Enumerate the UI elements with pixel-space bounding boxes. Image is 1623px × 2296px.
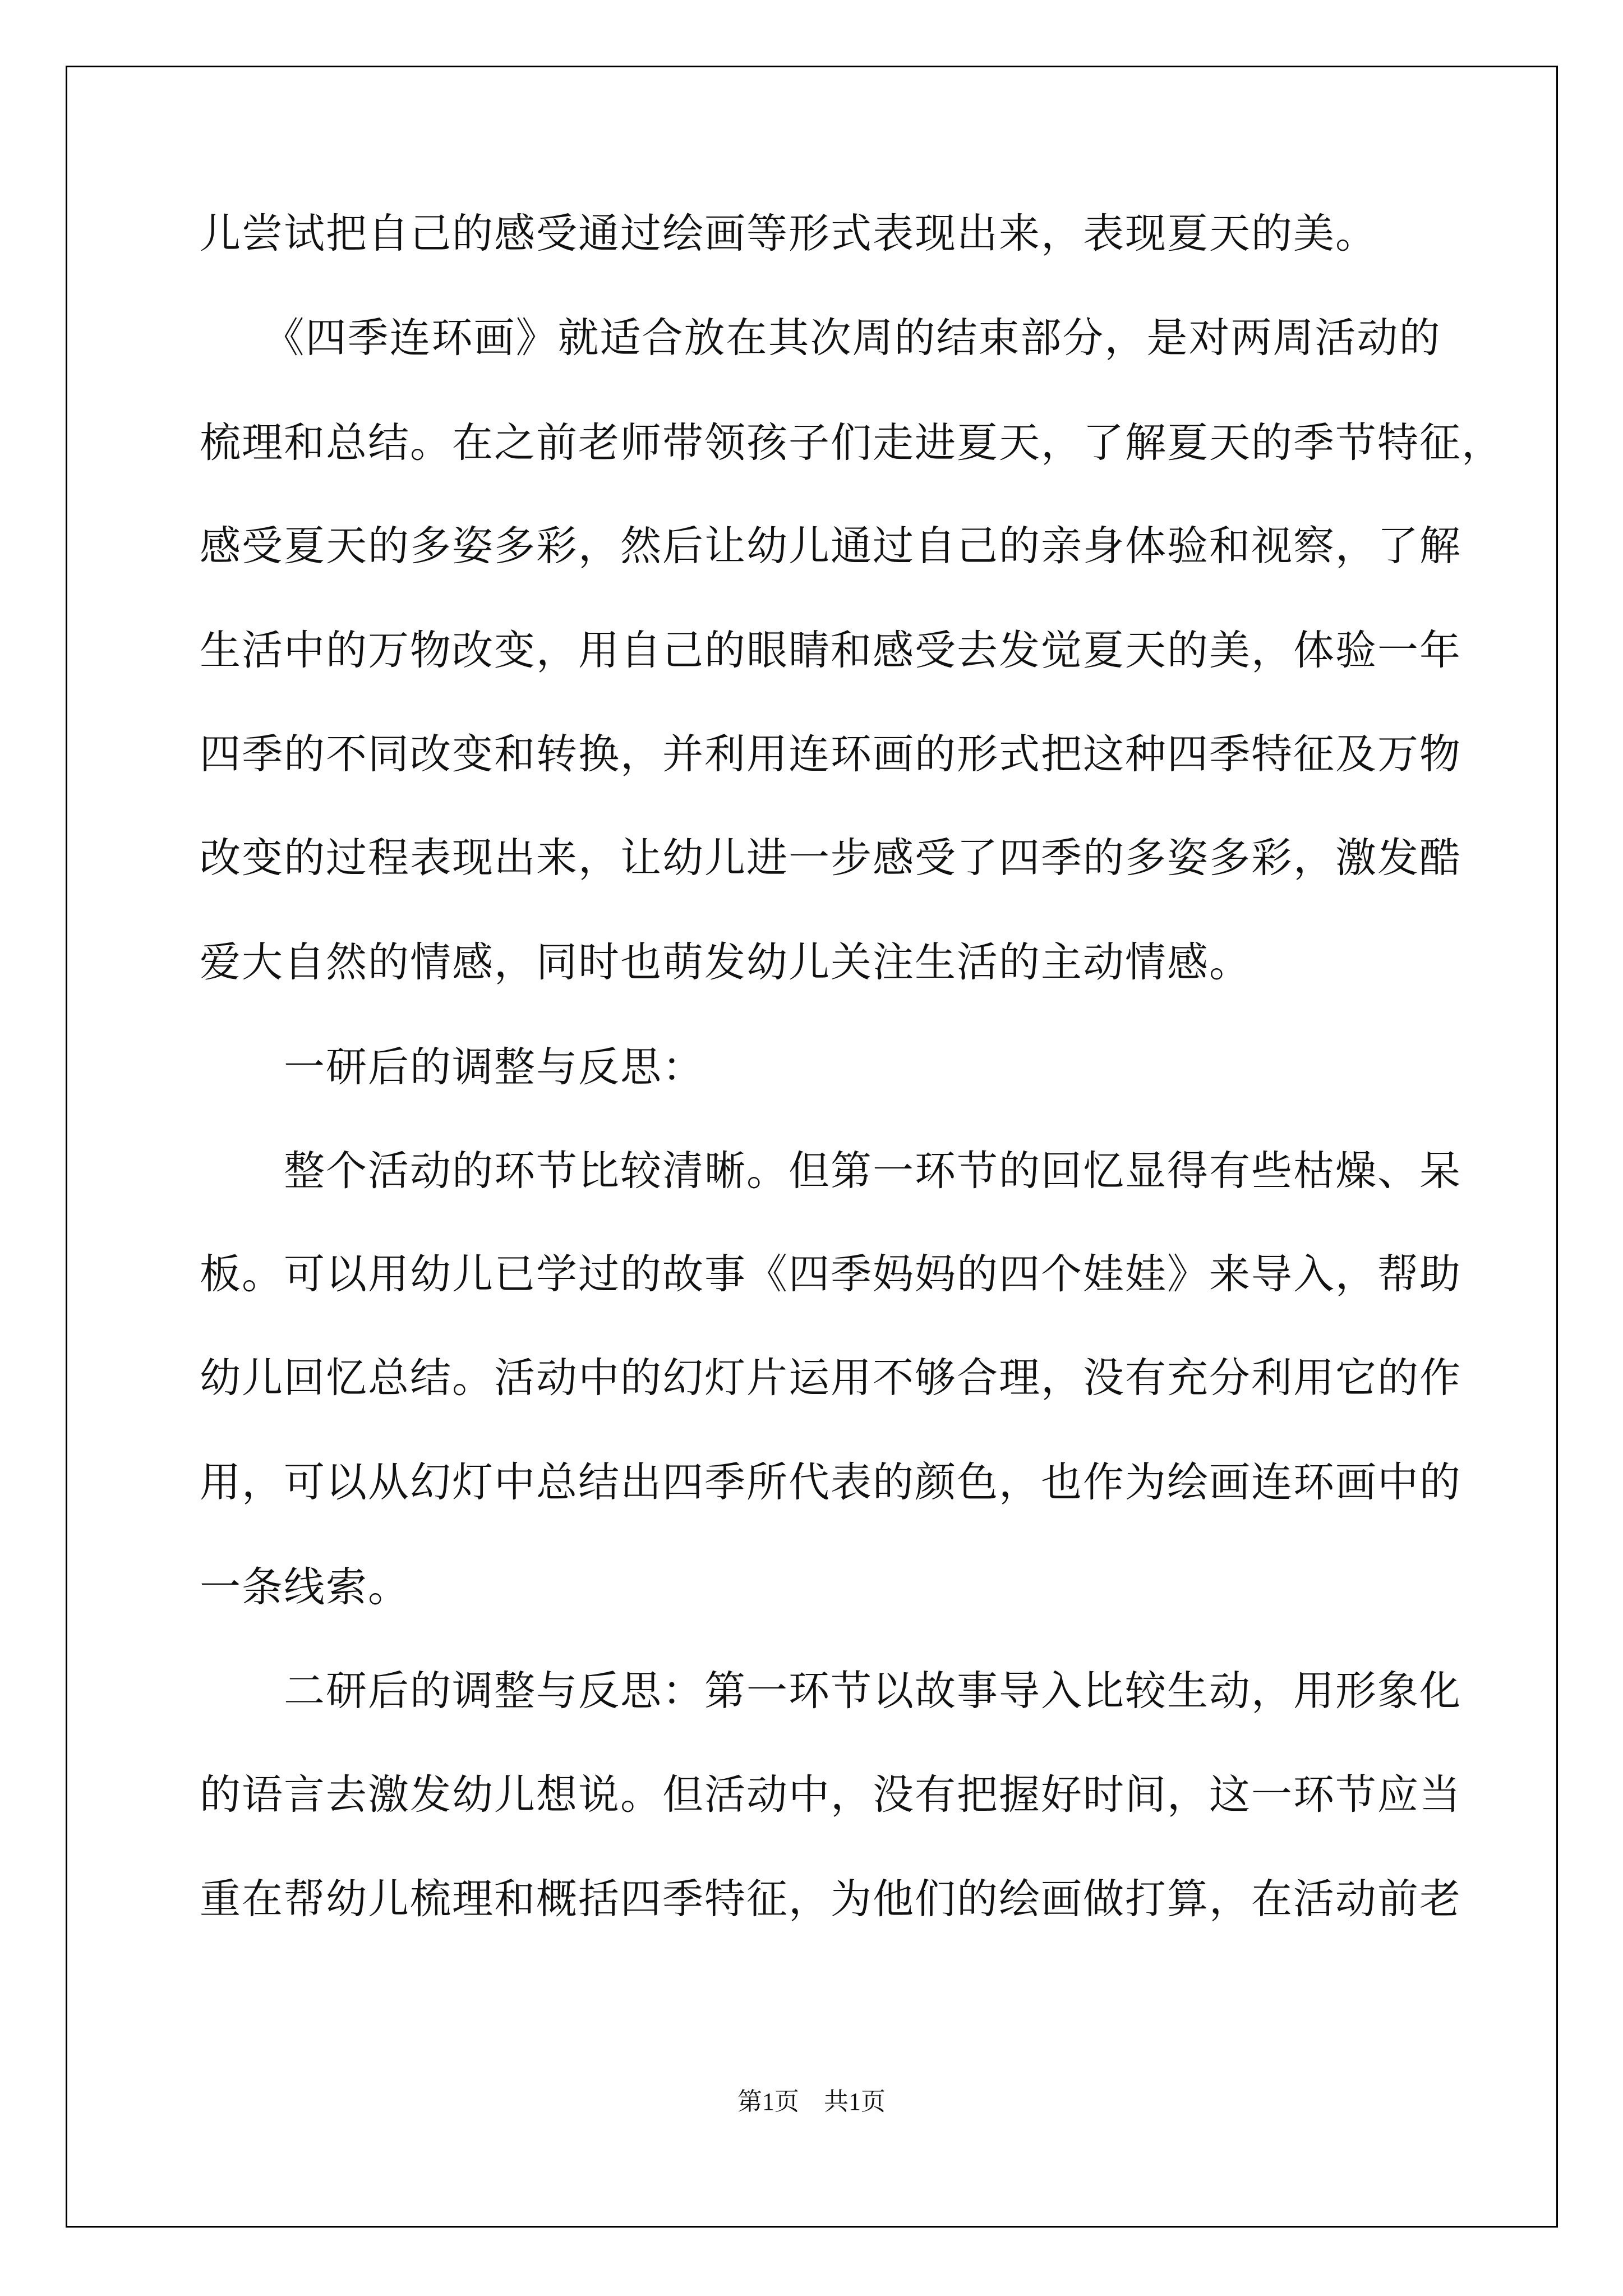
text-line: 一条线索。 xyxy=(200,1563,410,1611)
text-line: 改变的过程表现出来，让幼儿进一步感受了四季的多姿多彩，激发酷 xyxy=(200,834,1461,882)
text-line: 生活中的万物改变，用自己的眼睛和感受去发觉夏天的美，体验一年 xyxy=(200,627,1461,674)
text-line: 《四季连环画》就适合放在其次周的结束部分，是对两周活动的 xyxy=(200,314,1441,362)
text-line: 爱大自然的情感，同时也萌发幼儿关注生活的主动情感。 xyxy=(200,938,1251,986)
text-line: 儿尝试把自己的感受通过绘画等形式表现出来，表现夏天的美。 xyxy=(200,210,1377,257)
text-line: 用，可以从幻灯中总结出四季所代表的颜色，也作为绘画连环画中的 xyxy=(200,1458,1461,1506)
page-number-footer: 第1页 共1页 xyxy=(737,2088,886,2115)
text-line: 梳理和总结。在之前老师带领孩子们走进夏天，了解夏天的季节特征， xyxy=(200,419,1504,467)
text-line: 重在帮幼儿梳理和概括四季特征，为他们的绘画做打算，在活动前老 xyxy=(200,1875,1461,1923)
text-line: 幼儿回忆总结。活动中的幻灯片运用不够合理，没有充分利用它的作 xyxy=(200,1354,1461,1402)
text-line: 四季的不同改变和转换，并利用连环画的形式把这种四季特征及万物 xyxy=(200,730,1461,778)
text-line: 的语言去激发幼儿想说。但活动中，没有把握好时间，这一环节应当 xyxy=(200,1771,1461,1819)
section-heading: 一研后的调整与反思： xyxy=(200,1043,704,1091)
text-line: 二研后的调整与反思：第一环节以故事导入比较生动，用形象化 xyxy=(200,1667,1461,1715)
text-line: 板。可以用幼儿已学过的故事《四季妈妈的四个娃娃》来导入，帮助 xyxy=(200,1250,1461,1298)
text-line: 感受夏天的多姿多彩，然后让幼儿通过自己的亲身体验和视察，了解 xyxy=(200,522,1461,570)
text-line: 整个活动的环节比较清晰。但第一环节的回忆显得有些枯燥、呆 xyxy=(200,1147,1461,1195)
